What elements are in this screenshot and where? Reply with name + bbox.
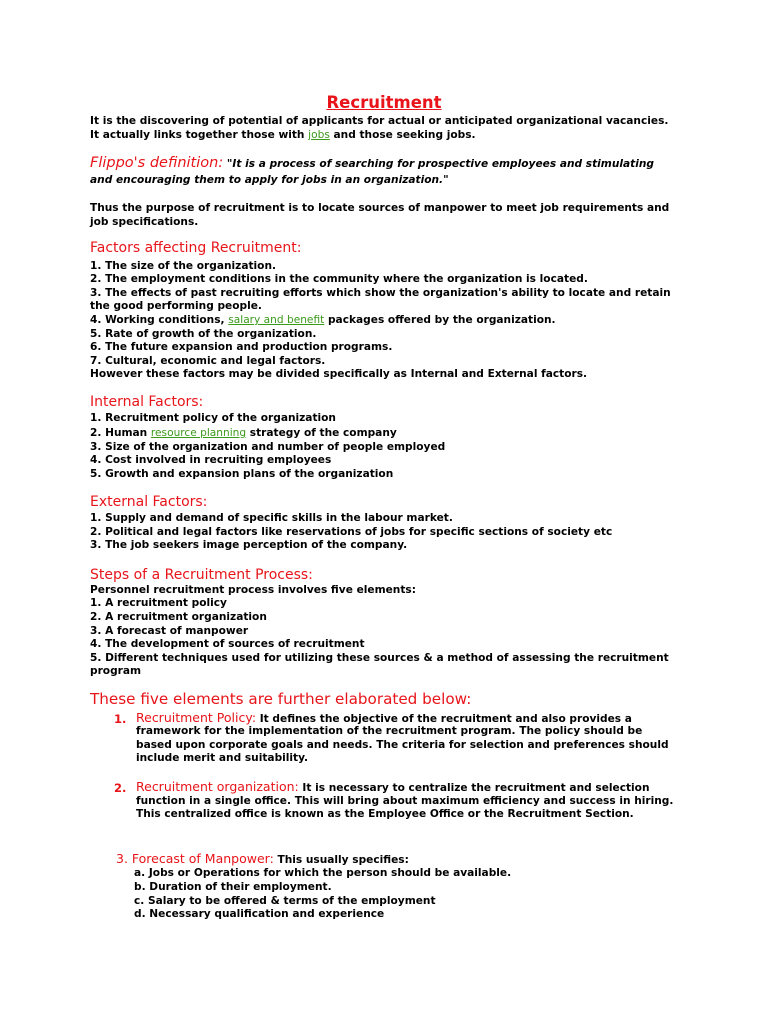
internal-heading: Internal Factors: bbox=[90, 394, 204, 410]
flippo-colon: : bbox=[218, 155, 224, 171]
internal-item-1: 1. Recruitment policy of the organization bbox=[90, 412, 336, 424]
steps-item-5: 5. Different techniques used for utilizing these sources & a method of assessing the recruitment bbox=[90, 652, 669, 664]
forecast-item-d: d. Necessary qualification and experience bbox=[134, 908, 385, 920]
external-item-3: 3. The job seekers image perception of the company. bbox=[90, 539, 408, 551]
policy-number: 1. bbox=[114, 712, 127, 726]
purpose-line-1: Thus the purpose of recruitment is to locate sources of manpower to meet job requirements and bbox=[90, 202, 670, 214]
resource-planning-link[interactable]: resource planning bbox=[150, 427, 247, 439]
flippo-label: Flippo's definition bbox=[90, 155, 219, 171]
factors-item-5: 5. Rate of growth of the organization. bbox=[90, 328, 317, 340]
factors-item-4 bbox=[90, 314, 556, 328]
internal-item-2-before: 2. Human bbox=[90, 427, 151, 439]
factors-item-1: 1. The size of the organization. bbox=[90, 260, 277, 272]
steps-heading: Steps of a Recruitment Process: bbox=[90, 567, 313, 583]
factors-summary: However these factors may be divided specifically as Internal and External factors. bbox=[90, 368, 588, 380]
steps-item-2: 2. A recruitment organization bbox=[90, 611, 267, 623]
internal-item-4: 4. Cost involved in recruiting employees bbox=[90, 454, 332, 466]
steps-item-5-cont: program bbox=[90, 665, 142, 677]
page-title: Recruitment bbox=[326, 93, 442, 112]
factors-item-7: 7. Cultural, economic and legal factors. bbox=[90, 355, 326, 367]
internal-item-2 bbox=[90, 427, 397, 441]
forecast-intro: This usually specifies: bbox=[273, 854, 409, 866]
intro-line-2 bbox=[90, 129, 476, 143]
intro-line-1: It is the discovering of potential of applicants for actual or anticipated organizational vacancies. bbox=[90, 115, 669, 127]
forecast-item-a: a. Jobs or Operations for which the person should be available. bbox=[134, 867, 512, 879]
salary-benefit-link[interactable]: salary and benefit bbox=[228, 314, 325, 326]
factors-item-2: 2. The employment conditions in the community where the organization is located. bbox=[90, 273, 588, 285]
policy-text-1: It defines the objective of the recruitment and also provides a bbox=[256, 713, 632, 725]
flippo-quote-1: "It is a process of searching for prospective employees and stimulating bbox=[223, 158, 654, 170]
factors-item-4-before: 4. Working conditions, bbox=[90, 314, 229, 326]
forecast-item-b: b. Duration of their employment. bbox=[134, 881, 332, 893]
organization-line-2: function in a single office. This will bring about maximum efficiency and success in hiring. bbox=[136, 795, 674, 807]
policy-line-3: based upon corporate goals and needs. The criteria for selection and preferences should bbox=[136, 739, 669, 751]
organization-text-1: It is necessary to centralize the recruitment and selection bbox=[298, 782, 650, 794]
intro-text-before: It actually links together those with bbox=[90, 129, 309, 141]
factors-item-3: 3. The effects of past recruiting efforts which show the organization's ability to locate and retain bbox=[90, 287, 671, 299]
flippo-definition-line-1 bbox=[90, 157, 654, 172]
internal-item-5: 5. Growth and expansion plans of the organization bbox=[90, 468, 394, 480]
external-heading: External Factors: bbox=[90, 494, 208, 510]
purpose-line-2: job specifications. bbox=[90, 216, 199, 228]
policy-line-2: framework for the implementation of the recruitment program. The policy should be bbox=[136, 725, 643, 737]
jobs-link[interactable]: jobs bbox=[308, 129, 330, 141]
forecast-item-c: c. Salary to be offered & terms of the employment bbox=[134, 895, 436, 907]
policy-line-4: include merit and suitability. bbox=[136, 752, 309, 764]
internal-item-2-after: strategy of the company bbox=[246, 427, 397, 439]
factors-item-4-after: packages offered by the organization. bbox=[324, 314, 556, 326]
organization-number: 2. bbox=[114, 781, 127, 795]
steps-intro: Personnel recruitment process involves five elements: bbox=[90, 584, 416, 596]
flippo-definition-line-2: and encouraging them to apply for jobs in an organization." bbox=[90, 174, 449, 186]
steps-item-3: 3. A forecast of manpower bbox=[90, 625, 249, 637]
forecast-heading: 3. Forecast of Manpower: bbox=[116, 851, 274, 866]
organization-heading: Recruitment organization: bbox=[136, 779, 299, 794]
external-item-1: 1. Supply and demand of specific skills in the labour market. bbox=[90, 512, 453, 524]
steps-item-4: 4. The development of sources of recruitment bbox=[90, 638, 365, 650]
organization-line-3: This centralized office is known as the Employee Office or the Recruitment Section. bbox=[136, 808, 634, 820]
policy-heading: Recruitment Policy: bbox=[136, 710, 257, 725]
factors-heading: Factors affecting Recruitment: bbox=[90, 240, 302, 256]
internal-item-3: 3. Size of the organization and number of people employed bbox=[90, 441, 446, 453]
organization-line-1 bbox=[136, 780, 650, 796]
factors-item-6: 6. The future expansion and production programs. bbox=[90, 341, 393, 353]
factors-item-3-cont: the good performing people. bbox=[90, 300, 262, 312]
steps-item-1: 1. A recruitment policy bbox=[90, 597, 227, 609]
elaborated-heading: These five elements are further elaborated below: bbox=[90, 690, 472, 708]
intro-text-after: and those seeking jobs. bbox=[329, 129, 476, 141]
external-item-2: 2. Political and legal factors like reservations of jobs for specific sections of society etc bbox=[90, 526, 613, 538]
forecast-line-1 bbox=[116, 852, 409, 868]
